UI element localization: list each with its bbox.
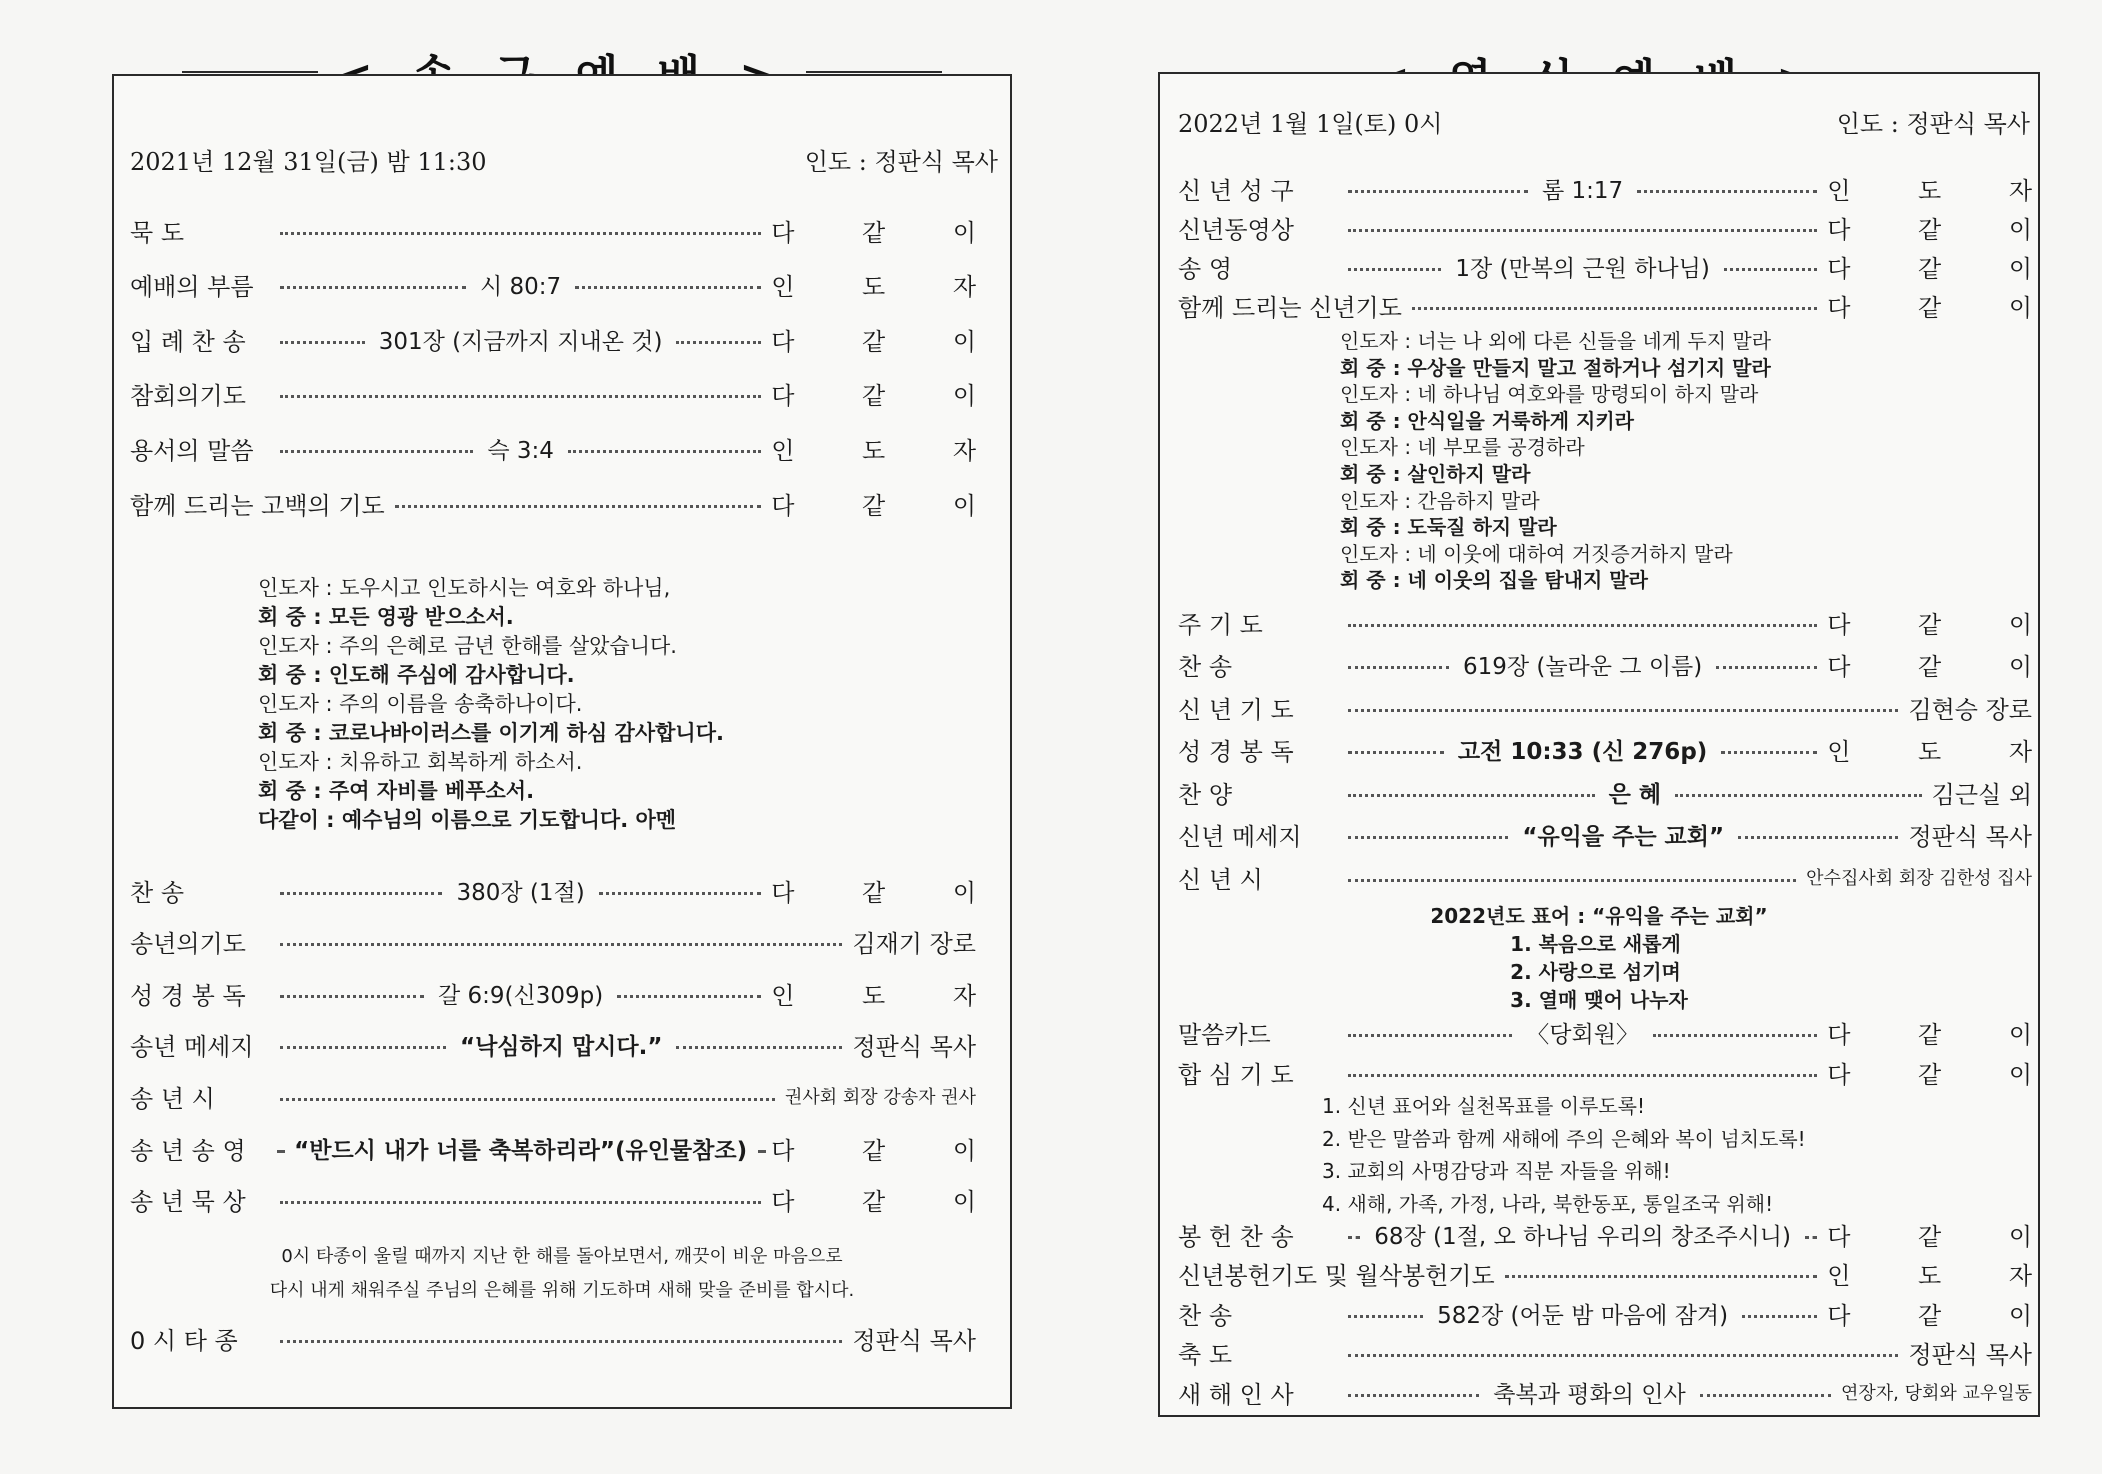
order-item-label: 신 년 성 구 — [1178, 176, 1294, 205]
order-item-label: 송 영 — [1178, 254, 1232, 283]
order-item-detail: 롬 1:17 — [1542, 177, 1624, 204]
response-line: 회 중 : 모든 영광 받으소서. — [258, 605, 514, 629]
order-item — [1178, 815, 2032, 855]
dot-leader — [1348, 879, 1796, 882]
order-item-detail: 갈 6:9(신309p) — [437, 982, 604, 1009]
order-item-leader: 다 같 이 — [1827, 1060, 2062, 1089]
order-item — [130, 1076, 976, 1116]
order-item — [1178, 1012, 2062, 1052]
order-item-label: 송 년 시 — [130, 1084, 215, 1113]
order-item-leader: 다 같 이 — [771, 878, 1007, 907]
order-item-leader: 다 같 이 — [1827, 215, 2062, 244]
prayer-topic: 4. 새해, 가족, 가정, 나라, 북한동포, 통일조국 위해! — [1322, 1191, 1774, 1216]
motto-block — [1160, 902, 2038, 1014]
order-item-label: 찬 송 — [1178, 1301, 1232, 1330]
order-item-detail: 380장 (1절) — [456, 879, 585, 906]
order-item — [130, 922, 976, 962]
new-year-service-panel — [1158, 72, 2063, 1417]
motto-items — [1510, 930, 1688, 1014]
response-line: 회 중 : 주여 자비를 베푸소서. — [258, 779, 535, 803]
order-item-label: 찬 송 — [130, 878, 184, 907]
order-item — [1178, 687, 2032, 727]
note-block — [114, 1240, 1010, 1308]
service-leader: 인도 : 정판식 목사 — [804, 148, 998, 176]
dot-leader — [676, 1046, 842, 1049]
order-item-detail: 619장 (놀라운 그 이름) — [1462, 654, 1703, 680]
order-item — [1178, 1372, 2032, 1412]
motto-title: 2022년도 표어 : “유익을 주는 교회” — [1430, 904, 1768, 928]
response-line: 회 중 : 살인하지 말라 — [1340, 461, 1531, 486]
dot-leader — [1348, 1236, 1360, 1239]
response-line: 회 중 : 안식일을 거룩하게 지키라 — [1340, 408, 1634, 433]
prayer-topic: 2. 받은 말씀과 함께 새해에 주의 은혜와 복이 넘치도록! — [1322, 1126, 1806, 1151]
order-item — [130, 1128, 1007, 1168]
dot-leader — [1348, 666, 1449, 669]
order-item — [1178, 1254, 2062, 1294]
order-item-label: 성 경 봉 독 — [130, 981, 246, 1010]
order-item-leader: 인 도 자 — [1827, 738, 2063, 766]
dot-leader — [1505, 1275, 1818, 1278]
order-item-label: 송 년 묵 상 — [130, 1188, 246, 1217]
dot-leader — [1348, 794, 1595, 797]
dot-leader — [280, 1340, 842, 1343]
response-line: 인도자 : 네 이웃에 대하여 거짓증거하지 말라 — [1340, 541, 1733, 566]
dot-leader — [676, 341, 761, 344]
dot-leader — [1348, 709, 1898, 712]
order-item — [1178, 857, 2032, 897]
order-item-label: 용서의 말씀 — [130, 436, 254, 465]
dot-leader — [1742, 1315, 1817, 1318]
dot-leader — [1738, 836, 1898, 839]
order-item-label: 송 년 송 영 — [130, 1136, 246, 1165]
order-item — [130, 483, 1006, 523]
order-item-leader: 다 같 이 — [1827, 1301, 2062, 1330]
order-item-label: 신년 메세지 — [1178, 823, 1302, 851]
service-date: 2021년 12월 31일(금) 밤 11:30 — [130, 148, 487, 176]
dot-leader — [280, 341, 365, 344]
dot-leader — [280, 943, 842, 946]
order-item — [130, 1318, 976, 1358]
order-item-leader: 다 같 이 — [771, 327, 1006, 356]
dot-leader — [280, 395, 761, 398]
order-item — [1178, 730, 2063, 770]
order-item-label: 신 년 시 — [1178, 865, 1263, 894]
order-item-label: 찬 양 — [1178, 780, 1232, 809]
order-item — [1178, 1052, 2062, 1092]
dot-leader — [1348, 190, 1528, 193]
order-item-label: 새 해 인 사 — [1178, 1380, 1294, 1409]
order-item-label: 말씀카드 — [1178, 1020, 1271, 1049]
dot-leader — [1637, 190, 1817, 193]
note-line: 0시 타종이 울릴 때까지 지난 한 해를 돌아보면서, 깨끗이 비운 마음으로 — [281, 1246, 843, 1267]
order-item-detail: 582장 (어둔 밤 마음에 잠겨) — [1437, 1302, 1729, 1329]
order-item — [1178, 246, 2063, 286]
response-line: 인도자 : 치유하고 회복하게 하소서. — [258, 750, 583, 774]
order-item — [130, 973, 1006, 1013]
dot-leader — [1348, 624, 1817, 627]
service-leader: 인도 : 정판식 목사 — [1836, 110, 2030, 138]
dot-leader — [1348, 1315, 1423, 1318]
order-item — [130, 428, 1007, 468]
order-item-label: 참회의기도 — [130, 382, 246, 411]
order-item-label: 축 도 — [1178, 1341, 1232, 1369]
response-line: 인도자 : 도우시고 인도하시는 여호와 하나님, — [258, 576, 671, 600]
order-item-detail: 축복과 평화의 인사 — [1493, 1381, 1686, 1408]
order-item-label: 묵 도 — [130, 218, 184, 247]
dot-leader — [1348, 1034, 1512, 1037]
dot-leader — [1348, 1354, 1898, 1357]
dot-leader — [1805, 1236, 1817, 1239]
dot-leader — [280, 892, 442, 895]
response-line: 인도자 : 간음하지 말라 — [1340, 488, 1540, 513]
order-item-leader: 다 같 이 — [771, 491, 1006, 520]
order-item — [1178, 285, 2062, 325]
dot-leader — [1653, 1034, 1817, 1037]
order-item-detail: “유익을 주는 교회” — [1522, 824, 1725, 850]
order-item-leader: 김현승 장로 — [1908, 695, 2032, 724]
response-line: 회 중 : 코로나바이러스를 이기게 하심 감사합니다. — [258, 721, 724, 745]
order-item — [130, 319, 1006, 359]
order-item — [130, 265, 1006, 305]
response-line: 회 중 : 도둑질 하지 말라 — [1340, 515, 1557, 540]
order-item — [1178, 1293, 2062, 1333]
order-item-detail: 〈당회원〉 — [1526, 1021, 1639, 1048]
order-item-label: 주 기 도 — [1178, 610, 1263, 639]
dot-leader — [1724, 268, 1817, 271]
order-item-detail: 68장 (1절, 오 하나님 우리의 창조주시니) — [1374, 1223, 1791, 1250]
dot-leader — [280, 450, 473, 453]
response-line: 인도자 : 주의 은혜로 금년 한해를 살았습니다. — [258, 634, 677, 658]
order-item — [1178, 168, 2062, 208]
order-item — [1178, 772, 2032, 812]
dot-leader — [280, 286, 466, 289]
response-line: 회 중 : 네 이웃의 집을 탐내지 말라 — [1340, 568, 1648, 593]
order-item-label: 입 례 찬 송 — [130, 327, 246, 356]
order-item-leader: 다 같 이 — [771, 218, 1006, 247]
order-item-label: 찬 송 — [1178, 653, 1232, 681]
dot-leader — [599, 892, 761, 895]
service-date: 2022년 1월 1일(토) 0시 — [1178, 110, 1443, 138]
order-item-leader: 다 같 이 — [1827, 1020, 2062, 1049]
order-item — [130, 374, 1006, 414]
dot-leader — [280, 1201, 761, 1204]
order-item-leader: 다 같 이 — [1827, 610, 2062, 639]
order-item-leader: 정판식 목사 — [1908, 823, 2032, 851]
order-item-label: 송년 메세지 — [130, 1033, 254, 1062]
prayer-topics — [1322, 1090, 1806, 1220]
dot-leader — [1348, 836, 1508, 839]
motto-item: 3. 열매 맺어 나누자 — [1510, 988, 1688, 1012]
response-line: 회 중 : 우상을 만들지 말고 절하거나 섬기지 말라 — [1340, 355, 1771, 380]
dot-leader — [1675, 794, 1922, 797]
year-end-service-panel — [112, 74, 1012, 1409]
response-line: 인도자 : 주의 이름을 송축하나이다. — [258, 692, 583, 716]
order-item-label: 봉 헌 찬 송 — [1178, 1222, 1294, 1251]
order-item-label: 함께 드리는 신년기도 — [1178, 293, 1402, 322]
order-item — [130, 870, 1007, 910]
order-item-leader: 정판식 목사 — [1908, 1341, 2032, 1369]
dot-leader — [395, 505, 761, 508]
order-item-leader: 김재기 장로 — [852, 930, 976, 959]
order-item-label: 합 심 기 도 — [1178, 1060, 1294, 1089]
motto-item: 2. 사랑으로 섬기며 — [1510, 960, 1681, 984]
order-item-leader: 권사회 회장 강송자 권사 — [784, 1087, 976, 1109]
order-item-leader: 인 도 자 — [771, 436, 1007, 465]
order-item-leader: 다 같 이 — [1827, 653, 2062, 681]
order-item-leader: 다 같 이 — [771, 1136, 1007, 1165]
response-line: 인도자 : 네 하나님 여호와를 망령되이 하지 말라 — [1340, 382, 1759, 407]
dot-leader — [280, 1046, 446, 1049]
order-item — [130, 1025, 976, 1065]
response-line: 다같이 : 예수님의 이름으로 기도합니다. 아멘 — [258, 808, 677, 832]
order-item-leader: 김근실 외 — [1931, 780, 2033, 809]
dot-leader — [1700, 1394, 1831, 1397]
order-item-detail: 시 80:7 — [480, 274, 562, 301]
response-line: 인도자 : 너는 나 외에 다른 신들을 네게 두지 말라 — [1340, 329, 1772, 353]
order-item-leader: 다 같 이 — [771, 1188, 1006, 1217]
order-item-leader: 안수집사회 회장 김한성 집사 — [1806, 868, 2032, 889]
dot-leader — [1721, 751, 1817, 754]
response-line: 회 중 : 인도해 주심에 감사합니다. — [258, 663, 575, 687]
dot-leader — [575, 286, 761, 289]
order-item — [130, 210, 1006, 250]
dot-leader — [1348, 751, 1444, 754]
dot-leader — [568, 450, 761, 453]
note-line: 다시 내게 채워주실 주님의 은혜를 위해 기도하며 새해 맞을 준비를 합시다. — [269, 1280, 855, 1301]
order-item — [130, 1180, 1006, 1220]
order-item-leader: 인 도 자 — [771, 981, 1006, 1010]
order-item — [1178, 1333, 2032, 1373]
order-item-leader: 다 같 이 — [1827, 293, 2062, 322]
prayer-topic: 1. 신년 표어와 실천목표를 이루도록! — [1322, 1094, 1646, 1118]
order-item-label: 송년의기도 — [130, 930, 246, 959]
order-item-leader: 인 도 자 — [771, 273, 1006, 302]
responsive-prayer — [258, 574, 724, 835]
order-item-leader: 다 같 이 — [1827, 254, 2063, 283]
order-item-label: 신 년 기 도 — [1178, 695, 1294, 724]
order-item-leader: 인 도 자 — [1827, 176, 2062, 205]
order-item-detail: 301장 (지금까지 지내온 것) — [378, 328, 663, 355]
order-item-detail: 1장 (만복의 근원 하나님) — [1455, 255, 1710, 282]
dot-leader — [1348, 1394, 1479, 1397]
order-item-detail: 고전 10:33 (신 276p) — [1457, 739, 1708, 765]
order-item — [1178, 1214, 2063, 1254]
order-item-detail: 슥 3:4 — [487, 437, 554, 464]
order-item — [1178, 645, 2062, 685]
order-item — [1178, 602, 2062, 642]
order-item-leader: 정판식 목사 — [852, 1326, 976, 1355]
dot-leader — [1348, 268, 1441, 271]
dot-leader — [280, 995, 424, 998]
order-item-label: 함께 드리는 고백의 기도 — [130, 491, 385, 520]
dot-leader — [1348, 1074, 1817, 1077]
order-item-detail: “낙심하지 맙시다.” — [459, 1034, 663, 1061]
dot-leader — [280, 232, 761, 235]
dot-leader — [1412, 307, 1817, 310]
prayer-topic: 3. 교회의 사명감당과 직분 자들을 위해! — [1322, 1159, 1671, 1183]
order-item-label: 예배의 부름 — [130, 273, 254, 302]
order-item-leader: 인 도 자 — [1827, 1262, 2062, 1290]
order-item-detail: 은 혜 — [1608, 781, 1662, 808]
dot-leader — [1348, 229, 1817, 232]
dot-leader — [280, 1098, 775, 1101]
order-item-label: 신년동영상 — [1178, 215, 1294, 244]
response-line: 인도자 : 네 부모를 공경하라 — [1340, 435, 1585, 460]
order-item-detail: “반드시 내가 너를 축복하리라”(유인물참조) — [294, 1137, 748, 1164]
dot-leader — [617, 995, 761, 998]
motto-item: 1. 복음으로 새롭게 — [1510, 932, 1681, 956]
order-item-leader: 연장자, 당회와 교우일동 — [1840, 1383, 2033, 1404]
order-item — [1178, 207, 2062, 247]
order-item-label: 성 경 봉 독 — [1178, 738, 1294, 766]
order-item-leader: 정판식 목사 — [852, 1033, 977, 1062]
order-item-label: 신년봉헌기도 및 월삭봉헌기도 — [1178, 1262, 1495, 1290]
responsive-prayer — [1340, 328, 1771, 594]
dot-leader — [1716, 666, 1817, 669]
order-item-label: 0 시 타 종 — [130, 1326, 238, 1355]
order-item-leader: 다 같 이 — [771, 382, 1006, 411]
order-item-leader: 다 같 이 — [1827, 1222, 2063, 1251]
